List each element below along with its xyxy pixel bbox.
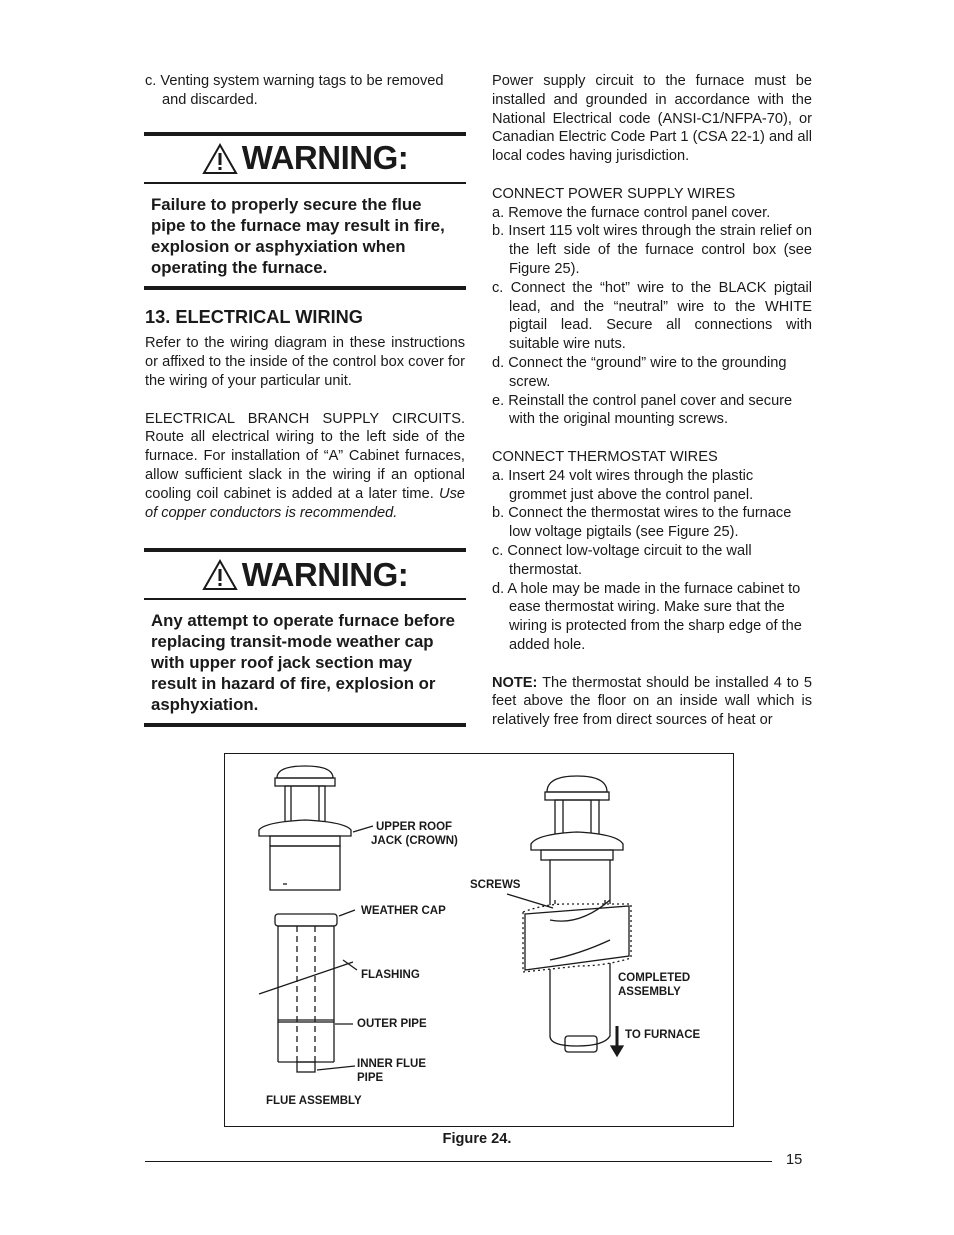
note-text: The thermostat should be installed 4 to 5 feet above the floor on an inside wall which is relatively free from direct sources of heat or	[492, 674, 812, 729]
label-line: INNER FLUE	[357, 1058, 426, 1070]
label-line: PIPE	[357, 1072, 384, 1084]
section-title: 13. ELECTRICAL WIRING	[145, 306, 363, 327]
power-step: a. Remove the furnace control panel cover.	[492, 204, 771, 221]
label-upper-roof-jack	[371, 820, 458, 848]
upper-roof-jack-drawing	[259, 766, 351, 890]
thermostat-heading: CONNECT THERMOSTAT WIRES	[492, 448, 718, 465]
label-outer-pipe: OUTER PIPE	[357, 1018, 427, 1030]
thermostat-step: b. Connect the thermostat wires to the furnace low voltage pigtails (see Figure 25).	[492, 505, 792, 541]
power-step: b. Insert 115 volt wires through the strain relief on the left side of the furnace control box (see Figure 25).	[492, 223, 812, 277]
power-heading: CONNECT POWER SUPPLY WIRES	[492, 185, 736, 202]
right-column	[492, 72, 812, 730]
power-step: c. Connect the “hot” wire to the BLACK pigtail lead, and the “neutral” wire to the WHITE pigtail lead. Secure all connections with suitable wire nuts.	[492, 279, 812, 353]
warning-box-2	[144, 548, 466, 727]
footer-rule	[145, 1161, 772, 1162]
power-step: e. Reinstall the control panel cover and secure with the original mounting screws.	[492, 392, 793, 428]
label-flue-assembly: FLUE ASSEMBLY	[266, 1095, 362, 1107]
venting-item: c. Venting system warning tags to be removed and discarded.	[145, 73, 444, 108]
warning-triangle-icon	[202, 559, 238, 591]
figure-24	[224, 753, 734, 1127]
note-label: NOTE:	[492, 674, 538, 691]
thermostat-step: a. Insert 24 volt wires through the plastic grommet just above the control panel.	[492, 467, 754, 503]
label-flashing: FLASHING	[361, 969, 420, 981]
label-line: ASSEMBLY	[618, 986, 681, 998]
copper-note: Use of copper conductors is recommended.	[145, 485, 465, 521]
warning-title-row	[144, 136, 466, 184]
figure-caption: Figure 24.	[442, 1131, 512, 1147]
warning-text: Any attempt to operate furnace before replacing transit-mode weather cap with upper roof jack section may result in hazard of fire, explosion or asphyxiation.	[151, 611, 455, 715]
flue-assembly-drawing	[259, 914, 353, 1072]
completed-assembly-drawing	[523, 776, 631, 1052]
branch-circuits-text: ELECTRICAL BRANCH SUPPLY CIRCUITS. Route all electrical wiring to the left side of the furnace. For installation of “A” Cabinet furnaces, allow sufficient slack in the wiring if an optional cooling coil cabinet is added at a later time.	[145, 410, 465, 502]
label-weather-cap: WEATHER CAP	[361, 905, 446, 917]
warning-title-row	[144, 552, 466, 600]
power-supply-intro: Power supply circuit to the furnace must be installed and grounded in accordance with the National Electrical code (ANSI-C1/NFPA-70), or Canadian Electric Code Part 1 (CSA 22-1) and all local codes having jurisdiction.	[492, 73, 812, 165]
warning-text: Failure to properly secure the flue pipe to the furnace may result in fire, explosion or asphyxiation when operating the furnace.	[151, 194, 445, 277]
warning-title: WARNING:	[241, 555, 409, 593]
page-number: 15	[786, 1152, 803, 1168]
label-inner-flue-pipe	[357, 1057, 426, 1085]
thermostat-step: d. A hole may be made in the furnace cabinet to ease thermostat wiring. Make sure that the wiring is protected from the sharp edge of the added hole.	[492, 580, 802, 653]
label-completed-assembly	[618, 971, 690, 999]
warning-triangle-icon	[202, 143, 238, 175]
warning-box-1	[144, 132, 466, 290]
left-column	[145, 72, 465, 727]
warning-title: WARNING:	[241, 139, 409, 177]
flue-diagram	[225, 754, 733, 1126]
wiring-intro-paragraph: Refer to the wiring diagram in these instructions or affixed to the inside of the control box cover for the wiring of your particular unit.	[145, 335, 465, 389]
label-line: UPPER ROOF	[376, 821, 453, 833]
label-line: JACK (CROWN)	[371, 835, 458, 847]
power-step: d. Connect the “ground” wire to the grounding screw.	[492, 354, 787, 390]
label-screws: SCREWS	[470, 879, 521, 891]
branch-circuits-paragraph	[145, 410, 465, 523]
label-line: COMPLETED	[618, 972, 691, 984]
label-to-furnace: TO FURNACE	[625, 1029, 701, 1041]
note-paragraph	[492, 674, 812, 730]
thermostat-step: c. Connect low-voltage circuit to the wall thermostat.	[492, 542, 752, 578]
